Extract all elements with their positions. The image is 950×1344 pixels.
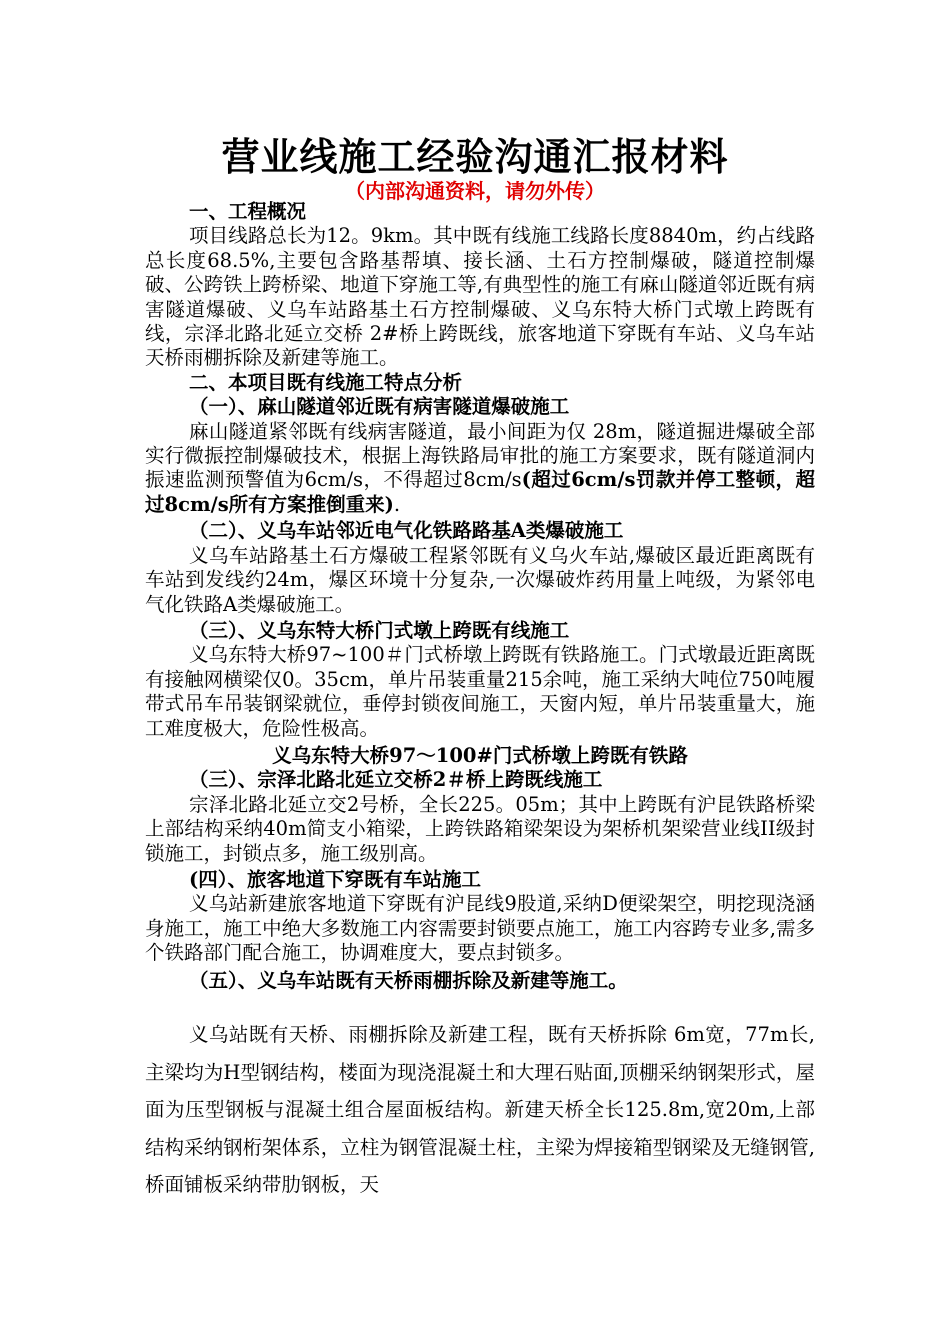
paragraph-zongze-bridge: 宗泽北路北延立交2号桥，全长225。05m；其中上跨既有沪昆铁路桥梁上部结构采纳40m简支小箱梁，上跨铁路箱梁架设为架桥机架梁营业线II级封锁施工，封锁点多，施工级别高。 [145, 792, 815, 865]
paragraph-mashan-tunnel [145, 420, 815, 518]
paragraph-footbridge: 义乌站既有天桥、雨棚拆除及新建工程，既有天桥拆除 6m宽，77m长,主梁均为H型钢结构，楼面为现浇混凝土和大理石贴面,顶棚采纳钢架形式，屋面为压型钢板与混凝土组合屋面板结构。新建天桥全长125.8m,宽20m,上部结构采纳钢桁架体系，立柱为钢管混凝土柱，主梁为焊接箱型钢梁及无缝钢管,桥面铺板采纳带肋钢板，天 [145, 1023, 815, 1197]
subsection-heading-yiwu-east-bridge: （三）、义乌东特大桥门式墩上跨既有线施工 [189, 618, 570, 642]
subsection-heading-zongze-bridge: （三）、宗泽北路北延立交桥2＃桥上跨既线施工 [189, 768, 603, 792]
paragraph-yiwu-station-blasting: 义乌车站路基土石方爆破工程紧邻既有义乌火车站,爆破区最近距离既有车站到发线约24m，爆区环境十分复杂,一次爆破炸药用量上吨级，为紧邻电气化铁路A类爆破施工。 [145, 543, 815, 616]
paragraph-mashan-tunnel-bold: (超过6cm/s罚款并停工整顿，超过8cm/s所有方案推倒重来) [145, 468, 816, 516]
paragraph-overview: 项目线路总长为12。9km。其中既有线施工线路长度8840m，约占线路总长度68.5%,主要包含路基帮填、接长涵、土石方控制爆破，隧道控制爆破、公跨铁上跨桥梁、地道下穿施工等,有典型性的施工有麻山隧道邻近既有病害隧道爆破、义乌车站路基土石方控制爆破、义乌东特大桥门式墩上跨既有线，宗泽北路北延立交桥 2#桥上跨既线，旅客地道下穿既有车站、义乌车站天桥雨棚拆除及新建等施工。 [145, 224, 815, 370]
document-body [145, 200, 815, 993]
figure-caption-yiwu-east-bridge: 义乌东特大桥97～100#门式桥墩上跨既有铁路 [272, 743, 688, 767]
document-subtitle: （内部沟通资料，请勿外传） [345, 179, 605, 203]
subsection-heading-mashan-tunnel: （一）、麻山隧道邻近既有病害隧道爆破施工 [189, 395, 570, 419]
document-title: 营业线施工经验沟通汇报材料 [221, 134, 729, 179]
subsection-heading-footbridge: （五）、义乌车站既有天桥雨棚拆除及新建等施工。 [189, 968, 628, 992]
section-heading-overview: 一、工程概况 [189, 200, 307, 223]
paragraph-passenger-underpass: 义乌站新建旅客地道下穿既有沪昆线9股道,采纳D便梁架空，明挖现浇涵身施工，施工中绝大多数施工内容需要封锁要点施工，施工内容跨专业多,需多个铁路部门配合施工，协调难度大，要点封锁多。 [145, 892, 815, 965]
subsection-heading-yiwu-station-blasting: （二）、义乌车站邻近电气化铁路路基A类爆破施工 [189, 519, 624, 543]
section-heading-analysis: 二、本项目既有线施工特点分析 [189, 370, 463, 394]
paragraph-mashan-tunnel-end: . [393, 492, 401, 516]
subsection-heading-passenger-underpass: (四）、旅客地道下穿既有车站施工 [189, 867, 481, 891]
paragraph-mashan-tunnel-text: 麻山隧道紧邻既有线病害隧道，最小间距为仅 28m，隧道掘进爆破全部实行微振控制爆破技术，根据上海铁路局审批的施工方案要求，既有隧道洞内振速监测预警值为6cm/s，不得超过8cm/s [145, 419, 815, 492]
paragraph-yiwu-east-bridge: 义乌东特大桥97~100＃门式桥墩上跨既有铁路施工。门式墩最近距离既有接触网横梁仅0。35cm，单片吊装重量215余吨，施工采纳大吨位750吨履带式吊车吊装钢梁就位，垂停封锁夜间施工，天窗内短，单片吊装重量大，施工难度极大，危险性极高。 [145, 643, 815, 740]
